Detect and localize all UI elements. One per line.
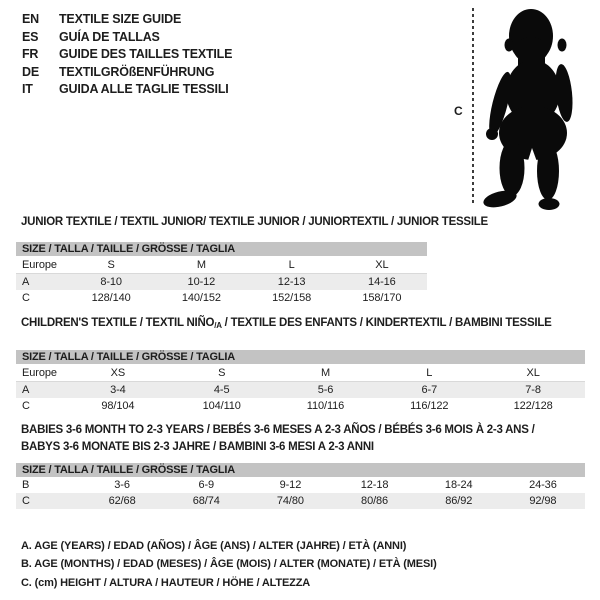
language-label: TEXTILE SIZE GUIDE bbox=[59, 12, 182, 26]
value-cell: 62/68 bbox=[108, 495, 136, 507]
value-cell: 3-6 bbox=[114, 479, 130, 491]
language-code: DE bbox=[22, 64, 39, 79]
language-row-es bbox=[22, 29, 232, 47]
size-cell: S bbox=[218, 366, 226, 379]
babies-table-section bbox=[16, 424, 585, 509]
children-table-section bbox=[16, 317, 585, 414]
babies-size-table bbox=[16, 463, 585, 509]
value-cell: 18-24 bbox=[444, 479, 473, 491]
value-cell: 128/140 bbox=[91, 292, 131, 304]
value-cell: 140/152 bbox=[181, 292, 221, 304]
value-cell: 116/122 bbox=[410, 400, 449, 412]
value-cell: 92/98 bbox=[529, 495, 557, 507]
value-cell: 6-9 bbox=[198, 479, 215, 491]
row-label: A bbox=[22, 384, 30, 396]
size-header-bar: SIZE / TALLA / TAILLE / GRÖSSE / TAGLIA bbox=[16, 350, 585, 364]
value-cell: 6-7 bbox=[421, 384, 438, 396]
size-cell: XL bbox=[526, 366, 540, 379]
size-cell: L bbox=[426, 366, 433, 379]
toddler-silhouette bbox=[478, 4, 598, 212]
size-cell: XS bbox=[110, 366, 126, 379]
row-label: B bbox=[22, 479, 30, 491]
language-label: GUÍA DE TALLAS bbox=[59, 29, 160, 44]
language-row-en bbox=[22, 11, 232, 29]
value-cell: 10-12 bbox=[187, 276, 216, 288]
value-cell: 8-10 bbox=[100, 276, 122, 288]
legend-line-c: C. (cm) HEIGHT / ALTURA / HAUTEUR / HÖHE / ALTEZZA bbox=[21, 576, 311, 589]
value-cell: 12-13 bbox=[277, 276, 306, 288]
title-subscript: /A bbox=[214, 321, 222, 330]
value-cell: 152/158 bbox=[272, 292, 312, 304]
babies-table-title-line2: BABYS 3-6 MONATE BIS 2-3 JAHRE / BAMBINI 3-6 MESI A 2-3 ANNI bbox=[21, 441, 374, 453]
value-cell: 12-18 bbox=[360, 479, 389, 491]
value-cell: 5-6 bbox=[317, 384, 334, 396]
language-row-it bbox=[22, 81, 232, 99]
row-label: C bbox=[22, 292, 30, 304]
table-row-a bbox=[16, 382, 585, 398]
value-cell: 86/92 bbox=[445, 495, 473, 507]
legend-line-a: A. AGE (YEARS) / EDAD (AÑOS) / ÂGE (ANS) / ALTER (JAHRE) / ETÀ (ANNI) bbox=[21, 540, 407, 552]
table-row-b bbox=[16, 477, 585, 493]
value-cell: 158/170 bbox=[362, 292, 402, 304]
language-code: EN bbox=[22, 12, 39, 26]
table-row-c bbox=[16, 493, 585, 509]
height-measure-label: C bbox=[454, 104, 463, 118]
junior-table-section bbox=[16, 216, 488, 306]
value-cell: 110/116 bbox=[306, 400, 345, 412]
value-cell: 3-4 bbox=[110, 384, 126, 396]
language-row-de bbox=[22, 64, 232, 82]
junior-size-table bbox=[16, 242, 427, 306]
value-cell: 68/74 bbox=[192, 495, 220, 507]
table-row-c bbox=[16, 290, 427, 306]
language-list bbox=[22, 11, 232, 99]
children-table-title bbox=[21, 317, 585, 332]
babies-table-title-line1: BABIES 3-6 MONTH TO 2-3 YEARS / BEBÉS 3-6 MESES A 2-3 AÑOS / BÉBÉS 3-6 MOIS À 2-3 ANS / bbox=[21, 424, 535, 436]
table-row-europe bbox=[16, 364, 585, 382]
language-label: TEXTILGRÖßENFÜHRUNG bbox=[59, 64, 215, 79]
height-dotted-line bbox=[472, 8, 474, 206]
value-cell: 98/104 bbox=[101, 400, 135, 412]
size-cell: M bbox=[196, 258, 206, 271]
table-row-a bbox=[16, 274, 427, 290]
value-cell: 74/80 bbox=[276, 495, 304, 507]
row-label: C bbox=[22, 400, 30, 412]
value-cell: 24-36 bbox=[529, 479, 557, 491]
language-row-fr bbox=[22, 46, 232, 64]
table-row-europe bbox=[16, 256, 427, 274]
children-size-table bbox=[16, 350, 585, 414]
language-label: GUIDE DES TAILLES TEXTILE bbox=[59, 47, 233, 62]
language-code: IT bbox=[22, 82, 33, 97]
language-code: ES bbox=[22, 29, 39, 44]
size-header-bar: SIZE / TALLA / TAILLE / GRÖSSE / TAGLIA bbox=[16, 463, 585, 477]
size-cell: M bbox=[320, 366, 331, 379]
value-cell: 4-5 bbox=[213, 384, 230, 396]
row-label: Europe bbox=[22, 258, 57, 271]
table-row-c bbox=[16, 398, 585, 414]
row-label: C bbox=[22, 495, 30, 507]
row-label: Europe bbox=[22, 366, 57, 379]
title-text: CHILDREN'S TEXTILE / TEXTIL NIÑO bbox=[21, 317, 215, 329]
size-cell: S bbox=[107, 258, 115, 271]
value-cell: 7-8 bbox=[525, 384, 541, 396]
size-cell: XL bbox=[375, 258, 389, 271]
value-cell: 14-16 bbox=[368, 276, 396, 288]
title-text: / TEXTILE DES ENFANTS / KINDERTEXTIL / BAMBINI TESSILE bbox=[221, 317, 552, 329]
value-cell: 122/128 bbox=[513, 400, 553, 412]
size-cell: L bbox=[288, 258, 295, 271]
row-label: A bbox=[22, 276, 30, 288]
language-label: GUIDA ALLE TAGLIE TESSILI bbox=[59, 82, 229, 97]
size-header-bar: SIZE / TALLA / TAILLE / GRÖSSE / TAGLIA bbox=[16, 242, 427, 256]
value-cell: 104/110 bbox=[202, 400, 241, 412]
language-code: FR bbox=[22, 47, 39, 62]
legend-line-b: B. AGE (MONTHS) / EDAD (MESES) / ÂGE (MOIS) / ALTER (MONATE) / ETÀ (MESI) bbox=[21, 558, 437, 571]
measurement-legend bbox=[21, 537, 437, 592]
value-cell: 80/86 bbox=[361, 495, 389, 507]
junior-table-title: JUNIOR TEXTILE / TEXTIL JUNIOR/ TEXTILE JUNIOR / JUNIORTEXTIL / JUNIOR TESSILE bbox=[21, 216, 488, 228]
value-cell: 9-12 bbox=[279, 479, 302, 491]
